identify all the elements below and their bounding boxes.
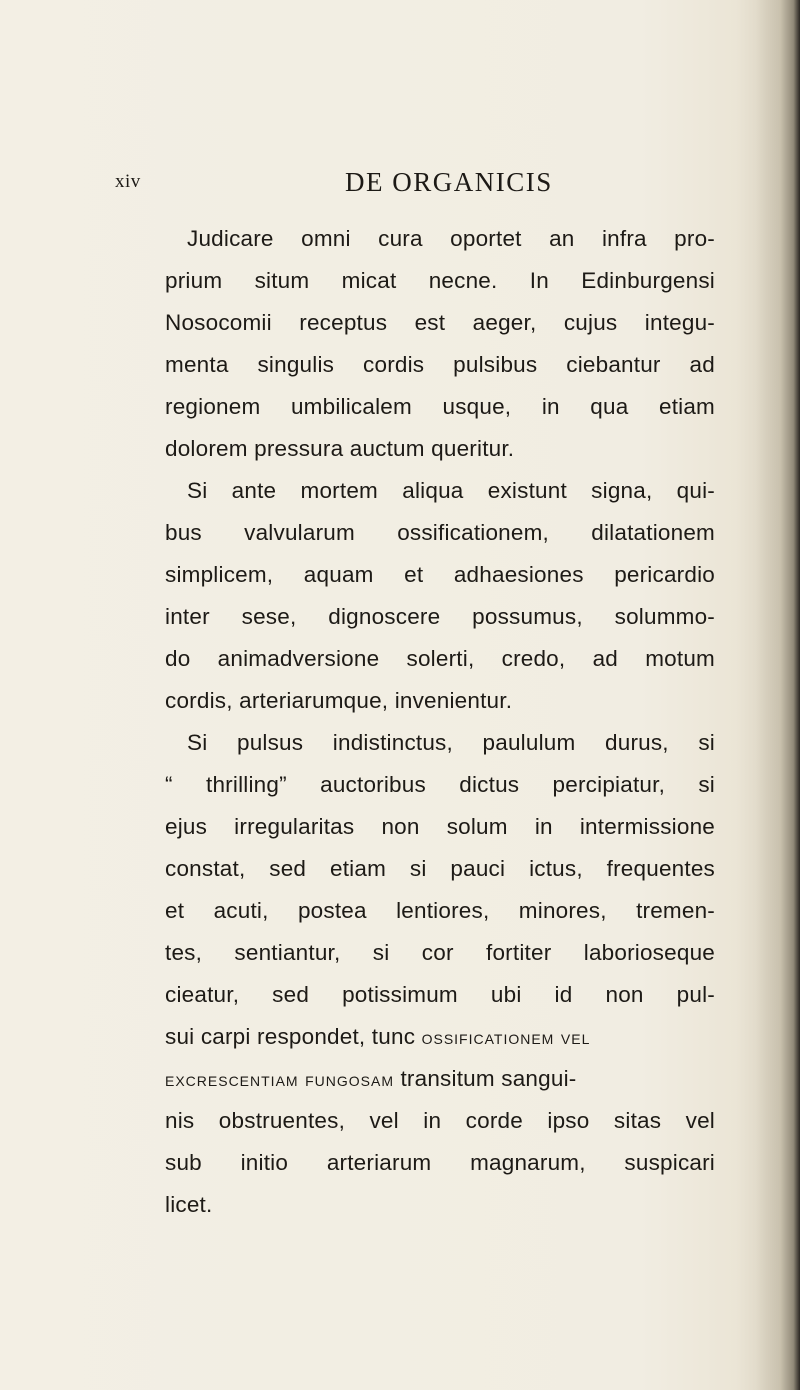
text-line: et acuti, postea lentiores, minores, tremen- bbox=[165, 898, 715, 923]
text-line: cieatur, sed potissimum ubi id non pul- bbox=[165, 982, 715, 1007]
text-line: inter sese, dignoscere possumus, solummo- bbox=[165, 604, 715, 629]
text-line: menta singulis cordis pulsibus ciebantur ad bbox=[165, 352, 715, 377]
text-line: ejus irregularitas non solum in intermissione bbox=[165, 814, 715, 839]
text-line: sub initio arteriarum magnarum, suspicari bbox=[165, 1150, 715, 1175]
page-edge-shadow bbox=[756, 0, 800, 1390]
text-line: Nosocomii receptus est aeger, cujus integu- bbox=[165, 310, 715, 335]
text-line: constat, sed etiam si pauci ictus, frequentes bbox=[165, 856, 715, 881]
text-line: Si ante mortem aliqua existunt signa, qui- bbox=[187, 478, 715, 503]
text-line-mixed bbox=[165, 1016, 715, 1058]
text-line: prium situm micat necne. In Edinburgensi bbox=[165, 268, 715, 293]
text-line: Si pulsus indistinctus, paululum durus, si bbox=[187, 730, 715, 755]
page-number: xiv bbox=[115, 171, 141, 192]
body-text bbox=[165, 218, 715, 1226]
text-line: Judicare omni cura oportet an infra pro- bbox=[187, 226, 715, 251]
small-caps-segment: excrescentiam fungosam bbox=[165, 1069, 395, 1091]
text-line: licet. bbox=[165, 1192, 213, 1217]
text-line: simplicem, aquam et adhaesiones pericardio bbox=[165, 562, 715, 587]
text-line: cordis, arteriarumque, invenientur. bbox=[165, 688, 513, 713]
text-line: bus valvularum ossificationem, dilatationem bbox=[165, 520, 715, 545]
text-line: tes, sentiantur, si cor fortiter laborioseque bbox=[165, 940, 715, 965]
text-line-mixed bbox=[165, 1058, 715, 1100]
text-line: do animadversione solerti, credo, ad motum bbox=[165, 646, 715, 671]
text-line: nis obstruentes, vel in corde ipso sitas vel bbox=[165, 1108, 715, 1133]
text-segment: transitum sangui- bbox=[400, 1066, 577, 1091]
running-title: DE ORGANICIS bbox=[345, 167, 553, 197]
text-line: regionem umbilicalem usque, in qua etiam bbox=[165, 394, 715, 419]
small-caps-segment: ossificationem vel bbox=[421, 1027, 591, 1049]
text-segment: sui carpi respondet, tunc bbox=[165, 1024, 416, 1049]
running-head bbox=[115, 167, 740, 205]
text-line: dolorem pressura auctum queritur. bbox=[165, 436, 515, 461]
text-line: “ thrilling” auctoribus dictus percipiatur, si bbox=[165, 772, 715, 797]
